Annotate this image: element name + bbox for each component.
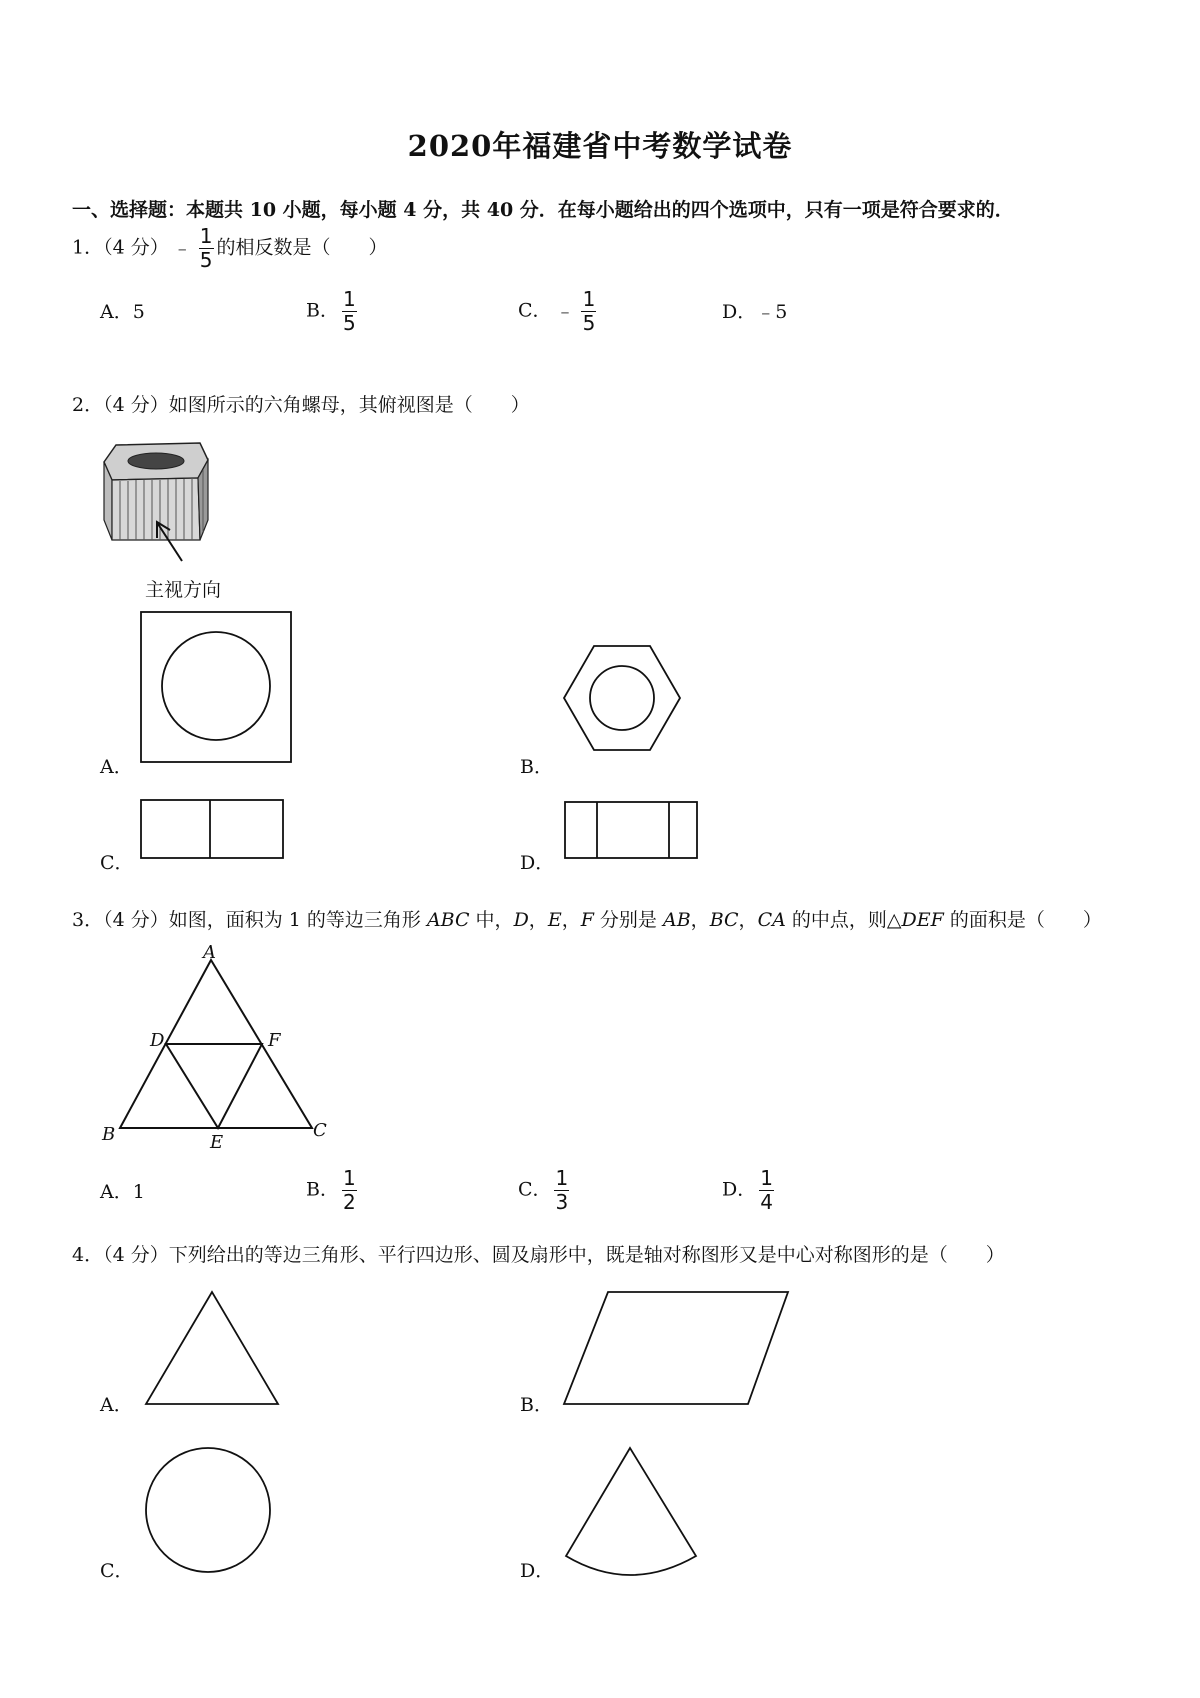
q4-option-b-figure [564,1292,788,1404]
q3-text: 的中点，则△ [785,909,902,931]
q4-option-d[interactable]: D． [520,1560,555,1582]
q3-var-ca: CA [757,909,786,931]
q3-var-abc: ABC [426,909,470,931]
frac-num: 1 [760,1166,773,1190]
q4-option-c-figure [146,1448,270,1572]
option-label: A． [100,1181,133,1203]
q4-option-a[interactable]: A． [100,1394,133,1416]
point-c-label: C [313,1120,327,1141]
q3-var-e: E [547,909,562,931]
point-e-label: E [210,1132,224,1153]
frac-den: 4 [760,1190,773,1214]
q3-var-ab: AB [662,909,691,931]
option-minus: ﹣ [555,299,575,322]
option-label: A． [100,301,133,323]
option-fraction [758,1168,775,1213]
q2-option-b[interactable]: B． [520,756,553,778]
q3-text: ， [738,909,758,931]
frac-num: 1 [342,287,356,311]
option-label: B． [306,299,339,322]
q2-option-c-figure [141,800,283,858]
q4-option-d-figure [566,1448,696,1575]
option-label: B． [306,1178,339,1201]
q4-option-c[interactable]: C． [100,1560,134,1582]
q3-var-def: DEF [901,909,944,931]
option-label: D． [722,301,757,323]
q3-var-d: D [513,909,529,931]
q3-text: ， [690,909,710,931]
frac-den: 3 [555,1190,569,1214]
q1-prefix: 1．（4 分） [72,236,169,259]
q2-option-c[interactable]: C． [100,852,134,874]
section-heading: 一、选择题：本题共 10 小题，每小题 4 分，共 40 分．在每小题给出的四个选项中，只有一项是符合要求的． [72,199,1014,221]
q2-option-a[interactable]: A． [100,756,133,778]
option-value: 1 [132,1181,145,1203]
q1-frac-num: 1 [199,224,213,248]
frac-den: 2 [342,1190,356,1214]
point-a-label: A [203,942,216,963]
option-label: C． [518,1178,552,1201]
question-3 [72,905,1102,932]
q3-option-c[interactable] [518,1168,572,1213]
q3-var-bc: BC [709,909,739,931]
q3-text: ， [528,909,548,931]
q1-minus: ﹣ [172,236,192,259]
q4-option-b[interactable]: B． [520,1394,553,1416]
frac-num: 1 [555,1166,569,1190]
option-value: ﹣5 [756,301,788,323]
q3-option-d[interactable] [722,1168,777,1213]
option-value: 5 [132,301,145,323]
q1-suffix: 的相反数是（ ） [216,236,388,259]
point-d-label: D [150,1030,165,1051]
q2-option-d[interactable]: D． [520,852,555,874]
option-fraction [554,1168,571,1213]
option-label: C． [518,299,552,322]
question-2: 2．（4 分）如图所示的六角螺母，其俯视图是（ ） [72,394,530,416]
point-f-label: F [268,1030,281,1051]
option-fraction [341,1168,358,1213]
q4-option-a-figure [146,1292,278,1404]
q3-text: ， [561,909,581,931]
page-title: 2020年福建省中考数学试卷 [407,129,793,163]
point-b-label: B [102,1124,116,1145]
q2-option-b-figure [564,646,680,750]
triangle-abc-figure [101,942,327,1153]
q2-option-d-figure [565,802,697,858]
q3-var-f: F [580,909,594,931]
frac-num: 1 [582,287,596,311]
figure-caption: 主视方向 [145,579,222,601]
q3-text: 的面积是（ ） [943,909,1102,931]
frac-num: 1 [342,1166,356,1190]
q3-text: 中， [469,909,514,931]
q3-option-b[interactable] [306,1168,360,1213]
q3-option-a[interactable] [100,1177,145,1204]
q3-text: 3．（4 分）如图，面积为 1 的等边三角形 [72,909,427,931]
frac-den: 5 [582,311,596,335]
q1-frac-den: 5 [199,248,213,272]
q3-text: 分别是 [593,909,663,931]
frac-den: 5 [342,311,356,335]
option-label: D． [722,1178,757,1201]
question-4: 4．（4 分）下列给出的等边三角形、平行四边形、圆及扇形中，既是轴对称图形又是中心对称图形的是（ ） [72,1244,1005,1266]
q2-option-a-figure [141,612,291,762]
